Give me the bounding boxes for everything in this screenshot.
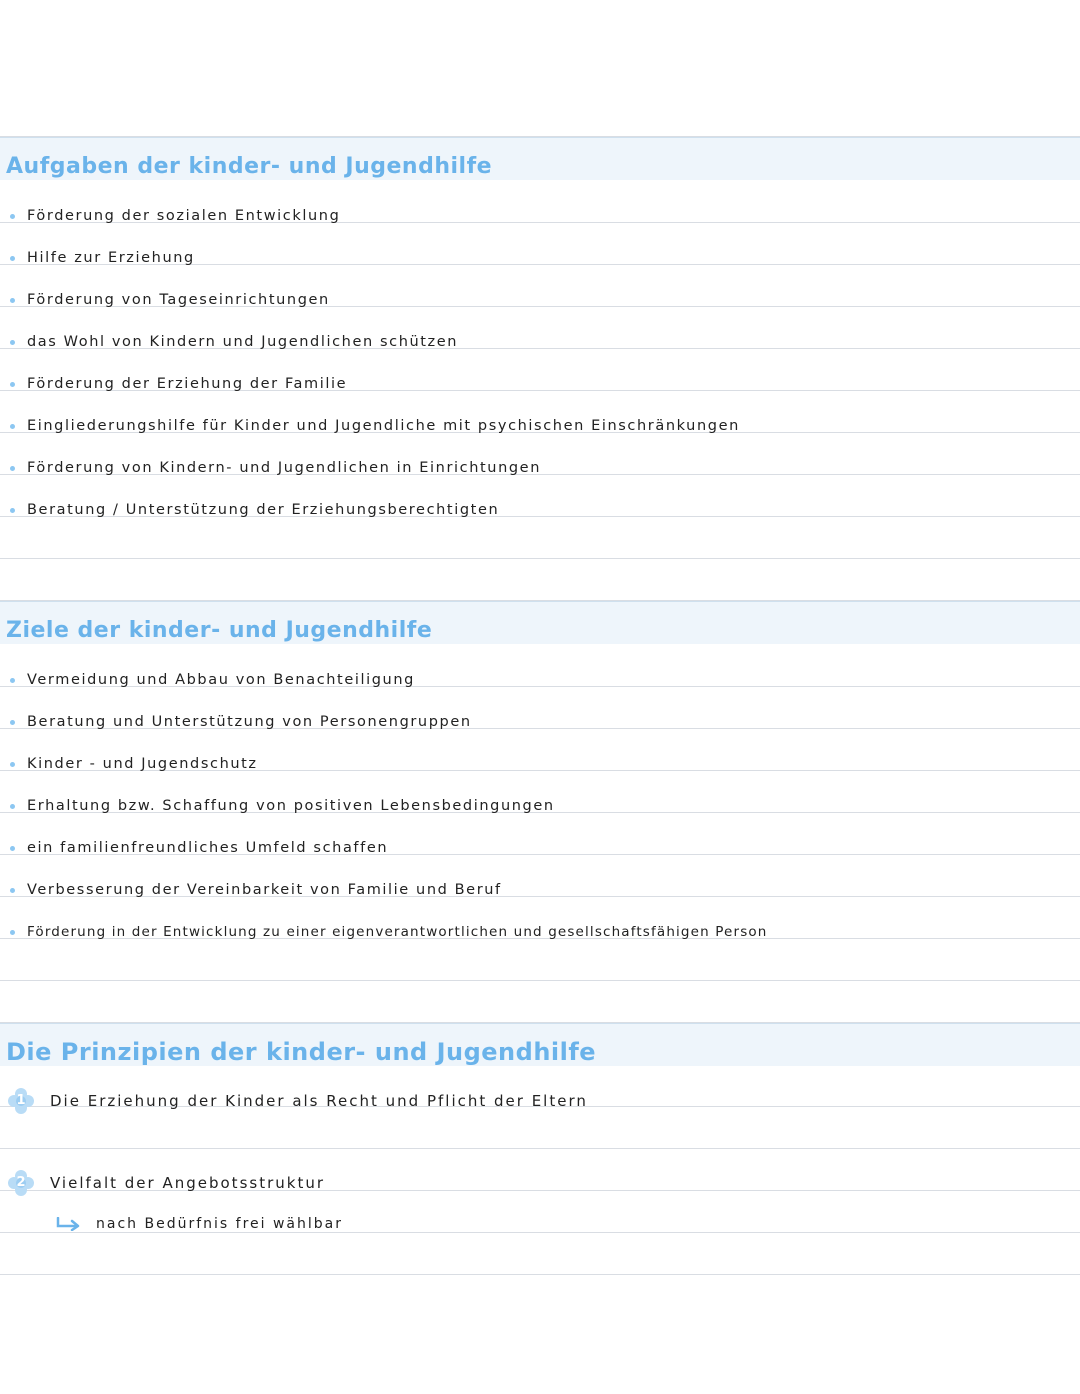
list-item [10, 882, 502, 898]
list-item [10, 924, 768, 940]
bullet-dot-icon [10, 804, 15, 809]
bullet-dot-icon [10, 256, 15, 261]
list-item [10, 208, 340, 224]
list-item-text: Beratung und Unterstützung von Personengruppen [27, 714, 472, 730]
section-title-ziele: Ziele der kinder- und Jugendhilfe [6, 618, 433, 643]
list-item-text: Förderung von Tageseinrichtungen [27, 292, 330, 308]
item-number: 1 [16, 1093, 26, 1108]
bullet-dot-icon [10, 424, 15, 429]
list-item [10, 714, 472, 730]
list-item-text: Verbesserung der Vereinbarkeit von Familie und Beruf [27, 882, 502, 898]
list-item [10, 334, 458, 350]
bullet-dot-icon [10, 382, 15, 387]
list-item-text: Erhaltung bzw. Schaffung von positiven Lebensbedingungen [27, 798, 555, 814]
list-item-text: Förderung von Kindern- und Jugendlichen in Einrichtungen [27, 460, 541, 476]
ruled-line [0, 1232, 1080, 1233]
numbered-item-text: Vielfalt der Angebotsstruktur [50, 1174, 325, 1192]
list-item [10, 292, 330, 308]
list-item-text: ein familienfreundliches Umfeld schaffen [27, 840, 389, 856]
list-item-text: Förderung der Erziehung der Familie [27, 376, 348, 392]
item-number: 2 [16, 1175, 26, 1190]
bullet-dot-icon [10, 720, 15, 725]
list-item-text: das Wohl von Kindern und Jugendlichen schützen [27, 334, 459, 350]
list-item [10, 460, 541, 476]
bullet-dot-icon [10, 214, 15, 219]
bullet-dot-icon [10, 508, 15, 513]
list-item-text: Vermeidung und Abbau von Benachteiligung [27, 672, 415, 688]
bullet-dot-icon [10, 678, 15, 683]
list-item-text: Kinder - und Jugendschutz [27, 756, 258, 772]
list-item [10, 418, 740, 434]
flower-number-icon [8, 1170, 34, 1196]
arrow-right-icon [56, 1217, 82, 1231]
numbered-item-text: Die Erziehung der Kinder als Recht und Pflicht der Eltern [50, 1092, 588, 1110]
ruled-line [0, 1274, 1080, 1275]
section-title-aufgaben: Aufgaben der kinder- und Jugendhilfe [6, 154, 493, 179]
bullet-dot-icon [10, 846, 15, 851]
flower-number-icon [8, 1088, 34, 1114]
list-item-text: Förderung der sozialen Entwicklung [27, 208, 341, 224]
ruled-line [0, 980, 1080, 981]
bullet-dot-icon [10, 930, 15, 935]
list-item [10, 376, 347, 392]
list-item-text: Hilfe zur Erziehung [27, 250, 195, 266]
list-item-text: Beratung / Unterstützung der Erziehungsberechtigten [27, 502, 500, 518]
bullet-dot-icon [10, 466, 15, 471]
list-item-text: Förderung in der Entwicklung zu einer eigenverantwortlichen und gesellschaftsfähigen Person [27, 924, 768, 940]
ruled-line [0, 1148, 1080, 1149]
sub-item [56, 1216, 343, 1232]
list-item [10, 672, 415, 688]
bullet-dot-icon [10, 298, 15, 303]
bullet-dot-icon [10, 762, 15, 767]
numbered-item [8, 1170, 325, 1196]
ruled-line [0, 558, 1080, 559]
numbered-item [8, 1088, 588, 1114]
list-item-text: Eingliederungshilfe für Kinder und Jugendliche mit psychischen Einschränkungen [27, 418, 740, 434]
list-item [10, 798, 555, 814]
section-title-prinzipien: Die Prinzipien der kinder- und Jugendhilfe [6, 1038, 597, 1066]
list-item [10, 756, 258, 772]
bullet-dot-icon [10, 888, 15, 893]
list-item [10, 840, 388, 856]
list-item [10, 250, 195, 266]
list-item [10, 502, 499, 518]
sub-item-text: nach Bedürfnis frei wählbar [96, 1216, 343, 1232]
bullet-dot-icon [10, 340, 15, 345]
